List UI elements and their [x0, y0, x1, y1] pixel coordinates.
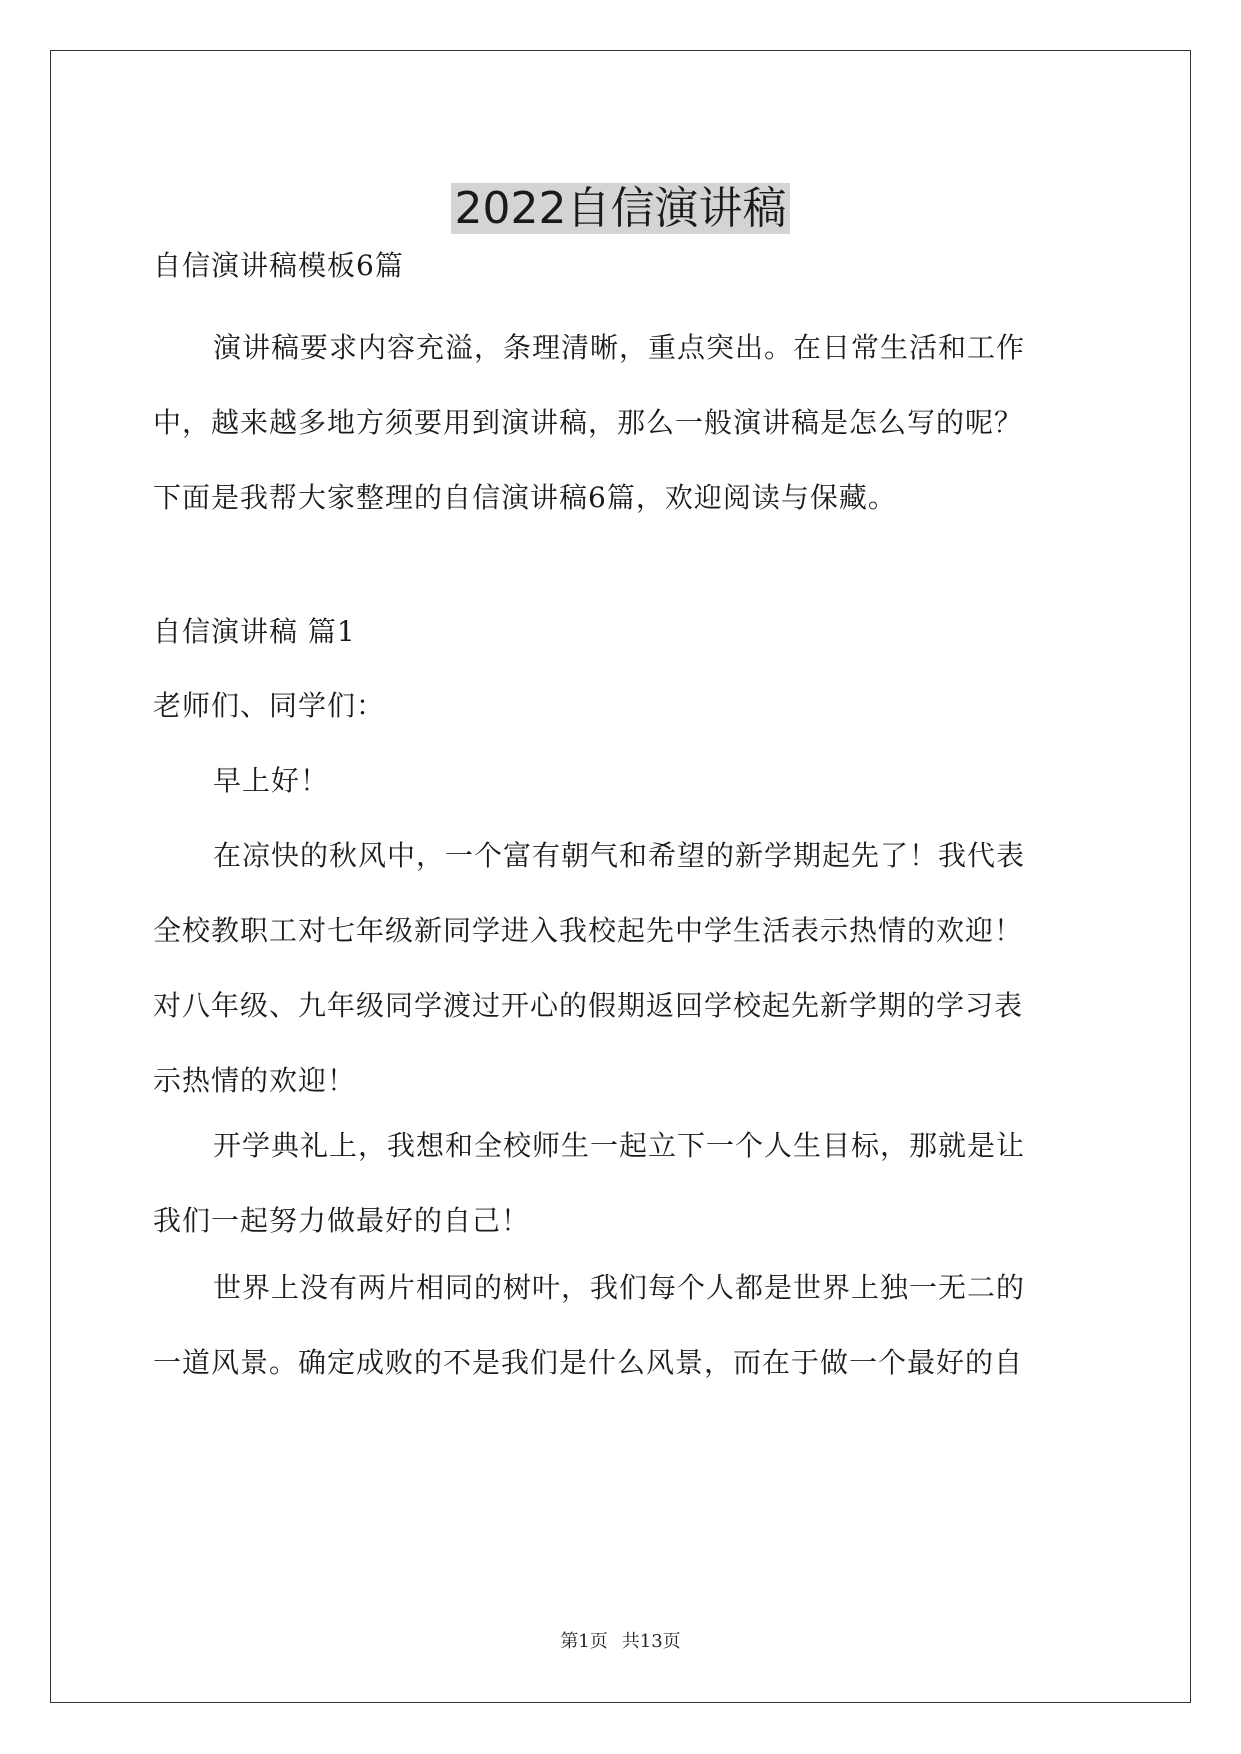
text-line: 自信演讲稿模板6篇	[153, 249, 404, 282]
text-line: 在凉快的秋风中，一个富有朝气和希望的新学期起先了！我代表	[213, 839, 1026, 872]
text-line: 早上好！	[213, 764, 330, 797]
text-line: 一道风景。确定成败的不是我们是什么风景，而在于做一个最好的自	[153, 1346, 1024, 1379]
text-line: 全校教职工对七年级新同学进入我校起先中学生活表示热情的欢迎！	[153, 914, 1024, 947]
paragraph	[153, 322, 1093, 524]
document-title: 2022自信演讲稿	[0, 179, 1241, 239]
text-line: 开学典礼上，我想和全校师生一起立下一个人生目标，那就是让	[213, 1129, 1026, 1162]
paragraph	[153, 1262, 1093, 1389]
text-line: 老师们、同学们：	[153, 689, 386, 722]
page-total: 共13页	[621, 1631, 681, 1652]
text-line: 世界上没有两片相同的树叶，我们每个人都是世界上独一无二的	[213, 1271, 1026, 1304]
text-line: 中，越来越多地方须要用到演讲稿，那么一般演讲稿是怎么写的呢？	[153, 406, 1024, 439]
text-line: 下面是我帮大家整理的自信演讲稿6篇，欢迎阅读与保藏。	[153, 481, 897, 514]
page-footer	[0, 1630, 1241, 1654]
salutation	[153, 680, 1093, 732]
text-line: 演讲稿要求内容充溢，条理清晰，重点突出。在日常生活和工作	[213, 331, 1026, 364]
paragraph	[153, 1120, 1093, 1247]
paragraph	[153, 755, 1093, 807]
section-heading	[153, 606, 1093, 658]
section-heading	[153, 240, 1093, 292]
text-line: 示热情的欢迎！	[153, 1064, 357, 1097]
text-line: 自信演讲稿 篇1	[153, 615, 356, 648]
text-line: 对八年级、九年级同学渡过开心的假期返回学校起先新学期的学习表	[153, 989, 1024, 1022]
paragraph	[153, 830, 1093, 1107]
page-number: 第1页	[560, 1631, 608, 1652]
text-line: 我们一起努力做最好的自己！	[153, 1204, 531, 1237]
